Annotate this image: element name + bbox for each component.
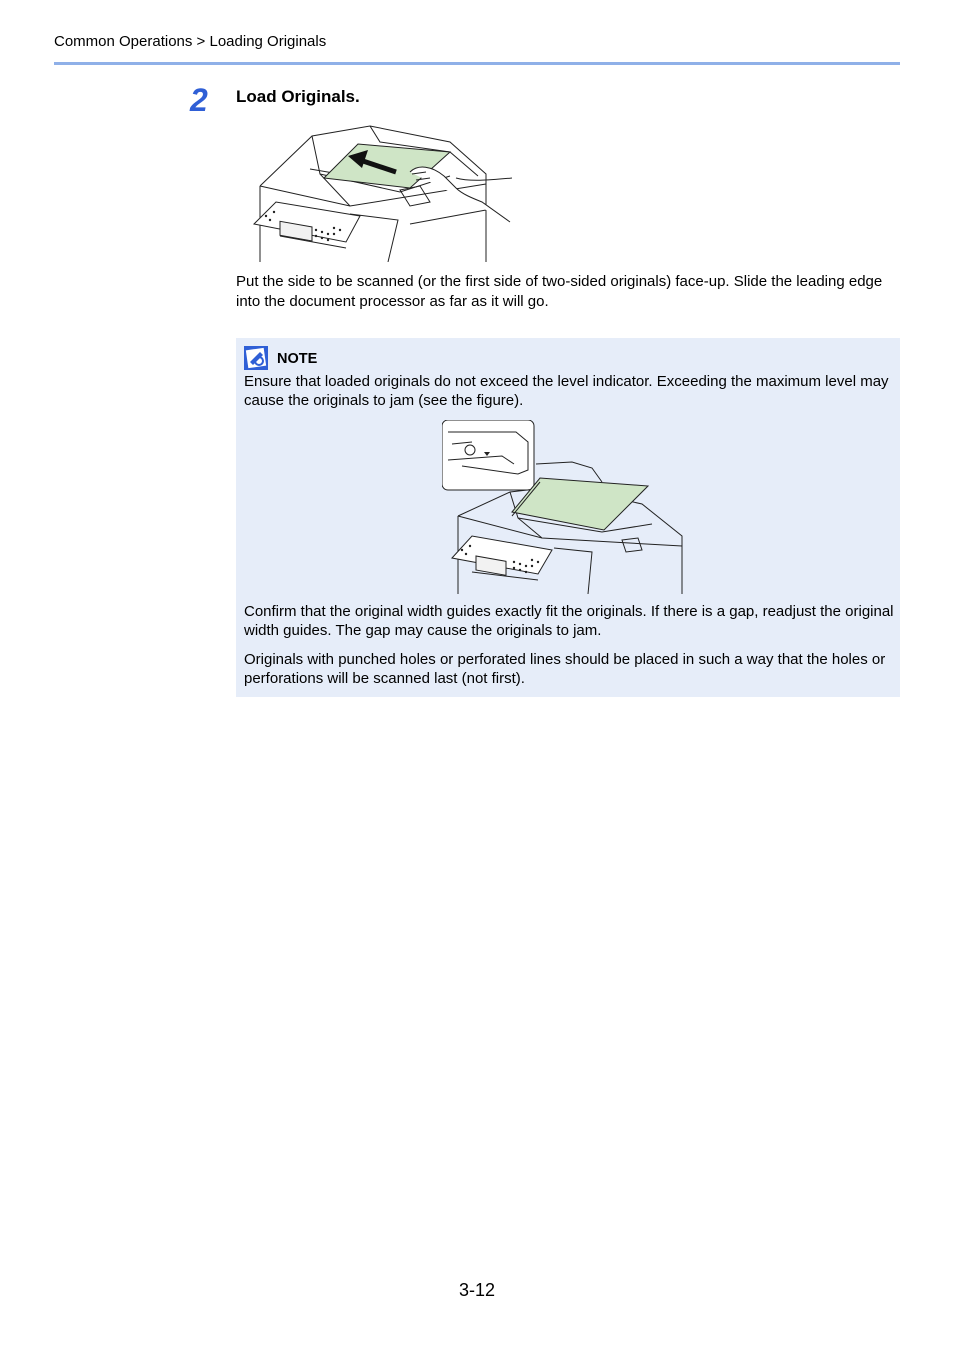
note-label: NOTE xyxy=(277,351,318,367)
header-divider xyxy=(54,62,900,65)
step-description: Put the side to be scanned (or the first side of two-sided originals) face-up. Slide the leading edge into the document processor as far as it will go. xyxy=(236,273,883,310)
note-paragraph: Originals with punched holes or perforated lines should be placed in such a way that the holes or perforations will be scanned last (not first). xyxy=(244,651,886,687)
note-paragraph: Ensure that loaded originals do not exceed the level indicator. Exceeding the maximum level may cause the originals to jam (see the figure). xyxy=(244,373,889,409)
step-title: Load Originals. xyxy=(236,87,360,106)
note-box xyxy=(236,338,900,697)
level-indicator-illustration xyxy=(442,420,684,594)
step-number: 2 xyxy=(190,82,208,118)
note-icon xyxy=(244,346,268,370)
breadcrumb: Common Operations > Loading Originals xyxy=(54,33,327,50)
printer-loading-originals-illustration xyxy=(250,124,512,262)
page-number: 3-12 xyxy=(458,1280,496,1300)
note-paragraph: Confirm that the original width guides exactly fit the originals. If there is a gap, readjust the original width guides. The gap may cause the originals to jam. xyxy=(244,603,894,639)
